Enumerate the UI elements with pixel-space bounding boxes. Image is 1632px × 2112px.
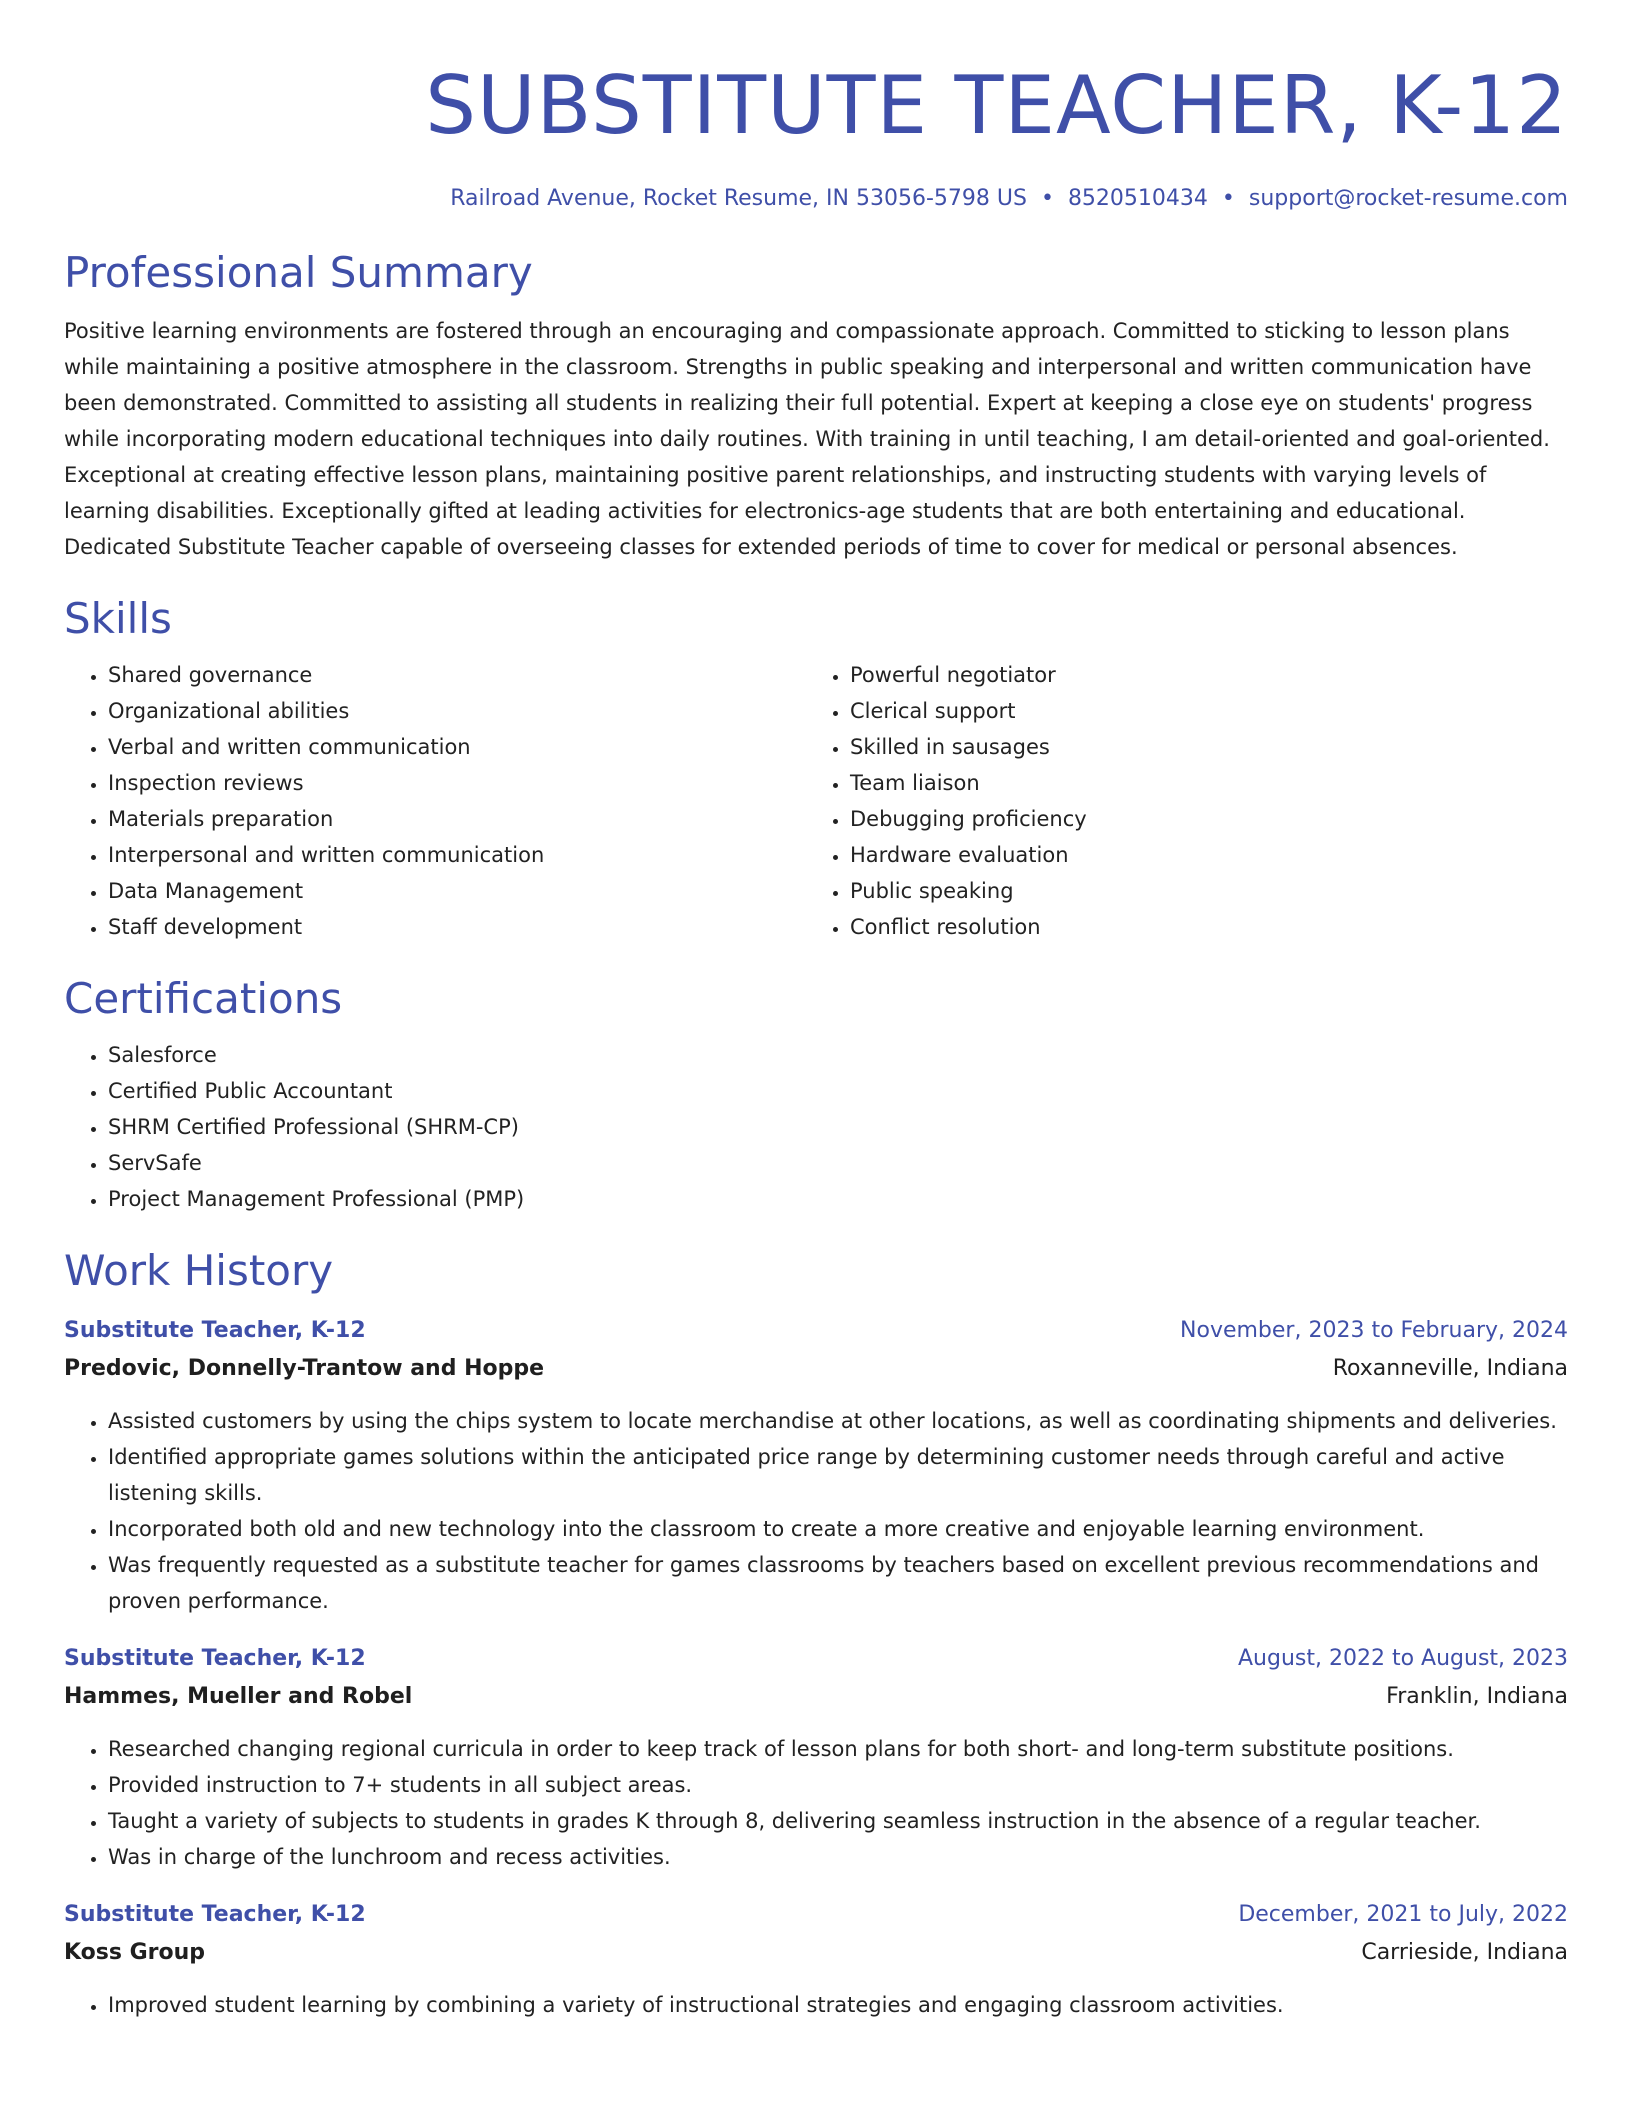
certifications-list [64, 1037, 1568, 1217]
job-company-row [64, 1677, 1568, 1717]
summary-text: Positive learning environments are fostered through an encouraging and compassionate approach. Committed to sticking to lesson plans while maintaining a positive atmosphere in the classroom. Strengths in public speaking and interpersonal and written communication have been demonstrated. Committed to assisting all students in realizing their full potential. Expert at keeping a close eye on students' progress while incorporating modern educational techniques into daily routines. With training in until teaching, I am detail-oriented and goal-oriented. Exceptional at creating effective lesson plans, maintaining positive parent relationships, and instructing students with varying levels of learning disabilities. Exceptionally gifted at leading activities for electronics-age students that are both entertaining and educational. Dedicated Substitute Teacher capable of overseeing classes for extended periods of time to cover for medical or personal absences. [64, 319, 1550, 559]
section-heading-skills: Skills [64, 594, 172, 643]
job-duty-item: • Improved student learning by combining a variety of instructional strategies and engaging classroom activities. [108, 1987, 1568, 2023]
section-heading-certifications: Certifications [64, 974, 343, 1023]
job-location: Roxanneville, Indiana [1332, 1356, 1568, 1381]
job-duty-item: • Assisted customers by using the chips system to locate merchandise at other locations, as well as coordinating shipments and deliveries. [108, 1403, 1568, 1439]
contact-phone: 8520510434 [1067, 186, 1208, 211]
skill-item: • Debugging proficiency [850, 801, 1548, 837]
resume-header [64, 0, 1568, 215]
job-title-row [64, 1897, 1568, 1933]
job-duty-item: • Was in charge of the lunchroom and recess activities. [108, 1839, 1568, 1875]
professional-summary-section [64, 245, 1568, 565]
skill-item: • Public speaking [850, 873, 1548, 909]
skill-item: • Skilled in sausages [850, 729, 1548, 765]
job-company-row [64, 1349, 1568, 1389]
certifications-section [64, 971, 1568, 1217]
skill-item: • Hardware evaluation [850, 837, 1548, 873]
skill-item: • Verbal and written communication [108, 729, 806, 765]
job-dates: November, 2023 to February, 2024 [1180, 1318, 1568, 1343]
job-entry [64, 1897, 1568, 2023]
job-title: Substitute Teacher, K-12 [64, 1318, 366, 1343]
job-dates: August, 2022 to August, 2023 [1238, 1646, 1568, 1671]
resume-title: SUBSTITUTE TEACHER, K-12 [425, 59, 1568, 152]
job-company: Hammes, Mueller and Robel [64, 1684, 413, 1709]
job-location: Franklin, Indiana [1386, 1684, 1568, 1709]
skill-item: • Materials preparation [108, 801, 806, 837]
job-company: Koss Group [64, 1940, 206, 1965]
certification-item: • SHRM Certified Professional (SHRM-CP) [108, 1109, 1568, 1145]
certification-item: • Project Management Professional (PMP) [108, 1181, 1568, 1217]
job-duties-list [64, 1731, 1568, 1875]
job-company-row [64, 1933, 1568, 1973]
skill-item: • Conflict resolution [850, 909, 1548, 945]
section-heading-summary: Professional Summary [64, 248, 533, 297]
skills-grid [64, 647, 1568, 945]
job-duty-item: • Incorporated both old and new technology into the classroom to create a more creative and enjoyable learning environment. [108, 1511, 1568, 1547]
contact-address: Railroad Avenue, Rocket Resume, IN 53056-5798 US [450, 186, 1027, 211]
job-duties-list [64, 1987, 1568, 2023]
job-duty-item: • Identified appropriate games solutions within the anticipated price range by determining customer needs through careful and active listening skills. [108, 1439, 1568, 1511]
job-duties-list [64, 1403, 1568, 1619]
skill-item: • Team liaison [850, 765, 1548, 801]
contact-separator: • [1221, 186, 1235, 211]
job-entry [64, 1641, 1568, 1875]
job-entry [64, 1313, 1568, 1619]
job-dates: December, 2021 to July, 2022 [1238, 1902, 1568, 1927]
job-title: Substitute Teacher, K-12 [64, 1902, 366, 1927]
skills-section [64, 591, 1568, 945]
contact-line [64, 183, 1568, 215]
skill-item: • Data Management [108, 873, 806, 909]
work-history-section [64, 1243, 1568, 2023]
skill-item: • Interpersonal and written communication [108, 837, 806, 873]
skill-item: • Organizational abilities [108, 693, 806, 729]
job-title-row [64, 1313, 1568, 1349]
contact-email[interactable]: support@rocket-resume.com [1248, 186, 1568, 211]
job-duty-item: • Researched changing regional curricula in order to keep track of lesson plans for both short- and long-term substitute positions. [108, 1731, 1568, 1767]
job-duty-item: • Taught a variety of subjects to students in grades K through 8, delivering seamless instruction in the absence of a regular teacher. [108, 1803, 1568, 1839]
section-heading-work-history: Work History [64, 1246, 334, 1295]
certification-item: • Certified Public Accountant [108, 1073, 1568, 1109]
job-location: Carrieside, Indiana [1361, 1940, 1568, 1965]
skill-item: • Shared governance [108, 657, 806, 693]
skills-list-right [806, 657, 1548, 945]
job-title-row [64, 1641, 1568, 1677]
job-title: Substitute Teacher, K-12 [64, 1646, 366, 1671]
skill-item: • Clerical support [850, 693, 1548, 729]
skill-item: • Staff development [108, 909, 806, 945]
skill-item: • Inspection reviews [108, 765, 806, 801]
skills-list-left [64, 657, 806, 945]
certification-item: • Salesforce [108, 1037, 1568, 1073]
job-duty-item: • Provided instruction to 7+ students in all subject areas. [108, 1767, 1568, 1803]
job-duty-item: • Was frequently requested as a substitute teacher for games classrooms by teachers based on excellent previous recommendations and proven performance. [108, 1547, 1568, 1619]
job-company: Predovic, Donnelly-Trantow and Hoppe [64, 1356, 545, 1381]
contact-separator: • [1040, 186, 1054, 211]
certification-item: • ServSafe [108, 1145, 1568, 1181]
skill-item: • Powerful negotiator [850, 657, 1548, 693]
